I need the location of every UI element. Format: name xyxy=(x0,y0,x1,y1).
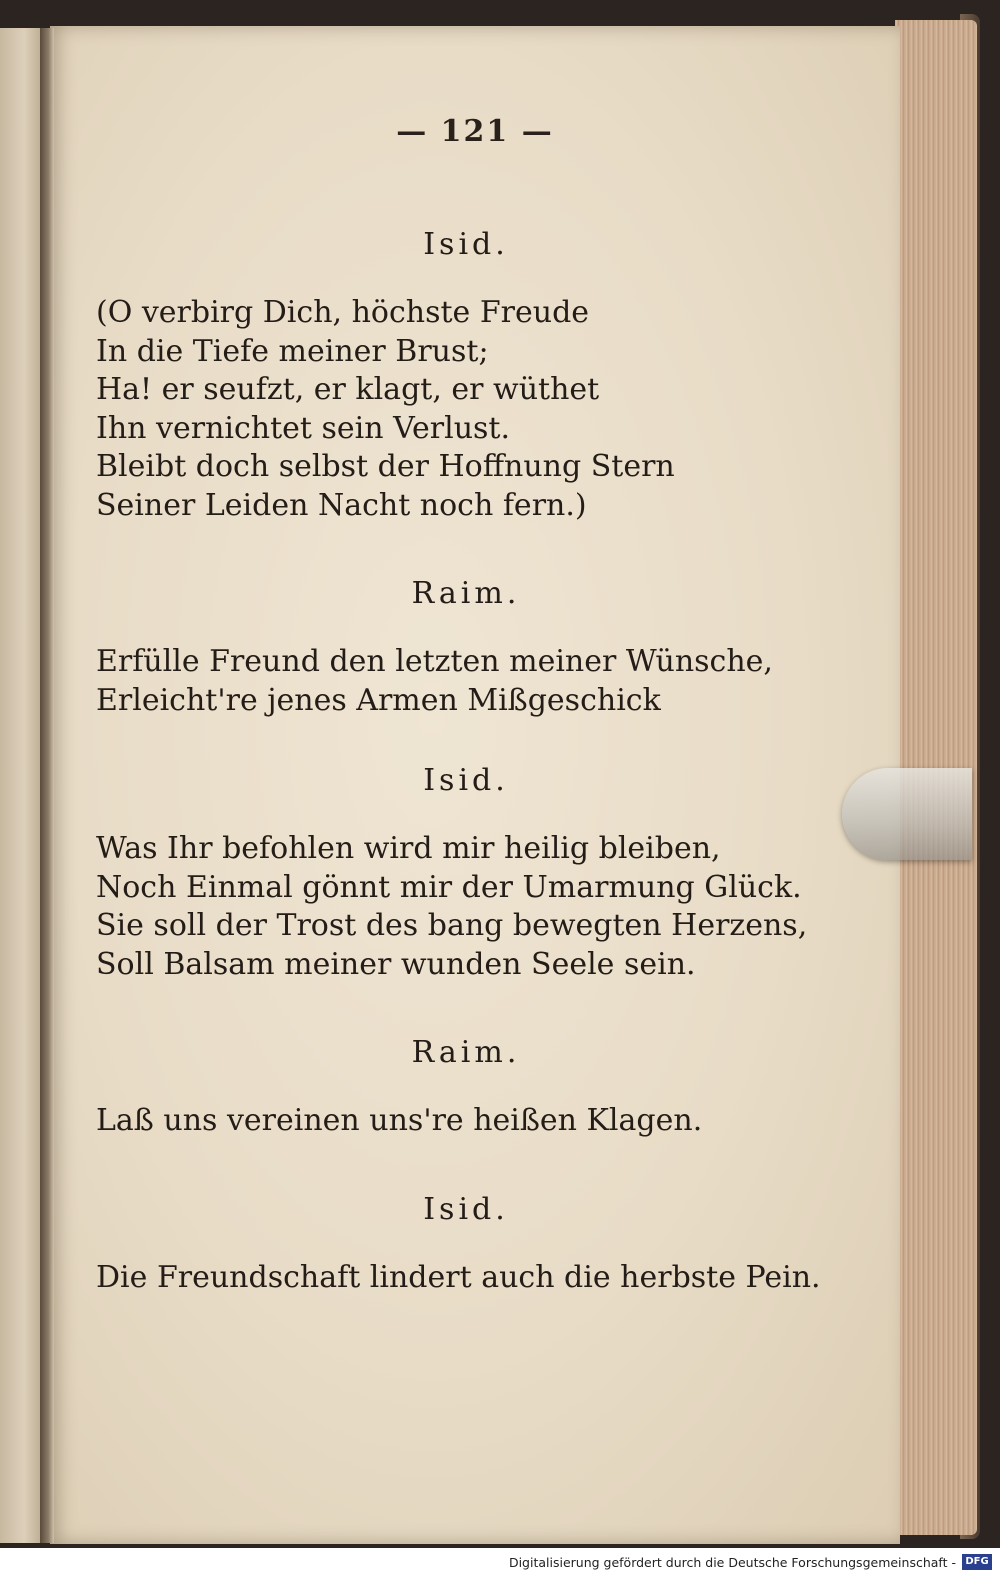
speaker-heading: Isid. xyxy=(423,227,509,262)
verse-line: Was Ihr befohlen wird mir heilig bleiben, xyxy=(96,831,721,866)
speaker-heading: Isid. xyxy=(423,763,509,798)
verse-line: Erleicht're jenes Armen Mißgeschick xyxy=(96,682,661,718)
dfg-logo-icon: DFG xyxy=(962,1554,992,1570)
verse-line: In die Tiefe meiner Brust; xyxy=(96,333,489,369)
book-page xyxy=(50,26,900,1544)
text-block xyxy=(96,214,821,1297)
page-clip xyxy=(842,768,972,860)
verse-line: Sie soll der Trost des bang bewegten Herzens, xyxy=(96,908,808,943)
verse-line: Laß uns vereinen uns're heißen Klagen. xyxy=(96,1103,703,1138)
verse-line: Die Freundschaft lindert auch die herbste Pein. xyxy=(96,1259,821,1295)
verse-line: Bleibt doch selbst der Hoffnung Stern xyxy=(96,449,675,484)
speaker-heading: Isid. xyxy=(423,1191,509,1227)
page-number: — 121 — xyxy=(396,114,554,149)
footer-credit: Digitalisierung gefördert durch die Deutsche Forschungsgemeinschaft - xyxy=(508,1555,956,1570)
verse-line: Ha! er seufzt, er klagt, er wüthet xyxy=(96,372,600,407)
verse-line: Erfülle Freund den letzten meiner Wünsche, xyxy=(96,644,773,679)
verse-line: Seiner Leiden Nacht noch fern.) xyxy=(96,487,587,523)
facing-page-edge xyxy=(0,28,44,1543)
speaker-heading: Raim. xyxy=(411,576,521,611)
verse-line: Noch Einmal gönnt mir der Umarmung Glück. xyxy=(96,869,802,905)
verse-line: Soll Balsam meiner wunden Seele sein. xyxy=(96,946,696,982)
speaker-heading: Raim. xyxy=(411,1035,521,1070)
verse-line: (O verbirg Dich, höchste Freude xyxy=(96,295,590,330)
footer-bar xyxy=(0,1548,1000,1574)
verse-line: Ihn vernichtet sein Verlust. xyxy=(96,410,511,446)
book-gutter xyxy=(40,28,54,1543)
